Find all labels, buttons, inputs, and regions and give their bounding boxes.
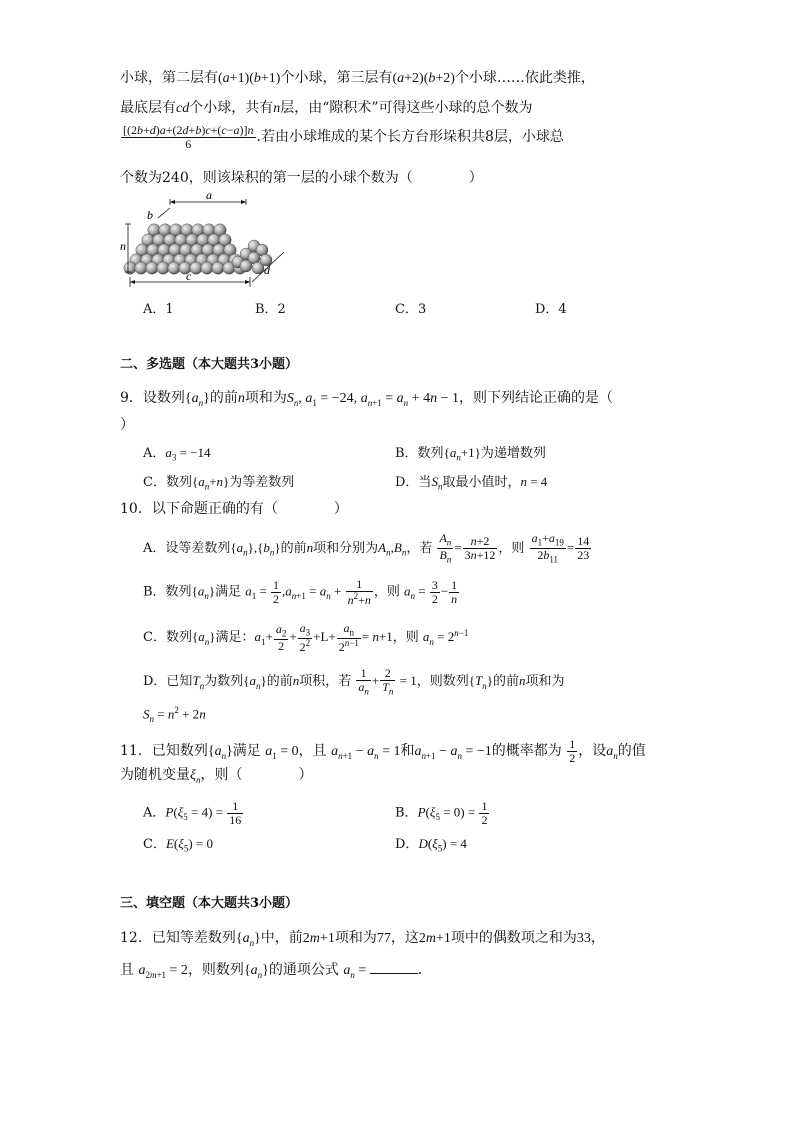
section-fill-blank-title: 三、填空题（本大题共3小题）	[120, 896, 299, 911]
q11-option-b[interactable]: B．$P(\xi_5 = 0)$ = $\frac{1}{2}$	[395, 799, 488, 827]
q11-option-d[interactable]: D．$D(\xi_5) = 4$	[395, 836, 467, 854]
ball	[146, 262, 158, 274]
q8-option-c[interactable]: C．3	[395, 302, 427, 317]
q8-option-b[interactable]: B．2	[255, 302, 286, 317]
answer-blank[interactable]	[370, 961, 418, 974]
q8-line4: 个数为240，则该垛积的第一层的小球个数为（ ）	[120, 170, 483, 186]
label-b: b	[147, 208, 153, 222]
ball-stack-figure	[118, 190, 303, 292]
label-d: d	[264, 263, 270, 277]
ball	[190, 262, 202, 274]
q9-option-d[interactable]: D．当$S_n$取最小值时，n = 4	[395, 474, 548, 492]
q10-option-d-cont: $S_n = n^2 + 2n$	[143, 705, 206, 724]
q10-option-d[interactable]: D．已知$T_n$为数列$\{a_n\}$的前n项积，若 $\frac{1}{a_n}$ + $\frac{2}{T_n}$ = 1，则数列$\{T_n\}$的前n项和为	[143, 666, 565, 696]
q9-stem: 9．设数列$\{a_n\}$的前n项和为$S_n$, $a_1 = -24$, $a_{n+1} = a_n + 4n - 1$，则下列结论正确的是（	[120, 390, 613, 408]
q9-option-c[interactable]: C．数列$\{a_n+n\}$为等差数列	[143, 474, 295, 492]
section-multi-choice-title: 二、多选题（本大题共3小题）	[120, 357, 299, 372]
q11-stem: 11．已知数列$\{a_n\}$满足 $a_1 = 0$，且 $a_{n+1} - a_n = 1$和$a_{n+1} - a_n = -1$的概率都为 $\frac{1}{2}$ ，设$a_n$的值	[120, 737, 646, 765]
q9-option-b[interactable]: B．数列$\{a_n+1\}$为递增数列	[395, 445, 546, 463]
ball	[212, 262, 224, 274]
q10-option-b[interactable]: B．数列$\{a_n\}$满足 $a_1$ = $\frac{1}{2}$ $,a_{n+1} = a_n$ + $\frac{1}{n^2+n}$ ，则 $a_n$ = $\frac{3}{2}$ − $\frac{1}{n}$	[143, 577, 458, 607]
q12-stem-2: 且 $a_{2m+1} = 2$，则数列$\{a_n\}$的通项公式 $a_n$ = .	[120, 962, 423, 980]
ball	[157, 262, 169, 274]
ball	[168, 262, 180, 274]
q10-stem: 10．以下命题正确的有（ ）	[120, 501, 348, 517]
ball	[135, 262, 147, 274]
q8-option-a[interactable]: A．1	[143, 302, 174, 317]
q8-line3-tail: .若由小球堆成的某个长方台形垛积共8层，小球总	[256, 129, 564, 146]
label-a: a	[206, 190, 212, 202]
q8-line1: 小球，第二层有(a+1)(b+1)个小球，第三层有(a+2)(b+2)个小球……依此类推，	[120, 70, 595, 86]
q8-line2: 最底层有cd个小球，共有n层，由“隙积术”可得这些小球的总个数为	[120, 100, 533, 116]
q11-option-a[interactable]: A．$P(\xi_5 = 4)$ = $\frac{1}{16}$	[143, 799, 242, 827]
q11-option-c[interactable]: C．$E(\xi_5) = 0$	[143, 836, 213, 854]
label-n: n	[120, 239, 126, 253]
q8-formula-line	[120, 124, 564, 150]
sum-formula: $\frac{[(2b+d)a+(2d+b)c+(c-a)]n}{6}$	[123, 123, 254, 151]
ball	[201, 262, 213, 274]
q9-option-a[interactable]: A．$a_3 = -14$	[143, 445, 211, 463]
q10-option-a[interactable]: A．设等差数列$\{a_n\},\{b_n\}$的前n项和分别为$A_n,B_n$，若 $\frac{A_n}{B_n}$ = $\frac{n+2}{3n+12}$ ，则 $\frac{a_1+a_{19}}{2b_{11}}$ = $\frac{14}{23}$	[143, 531, 590, 565]
q10-option-c[interactable]: C．数列$\{a_n\}$满足：$a_1+$ $\frac{a_2}{2}$ + $\frac{a_3}{2^2}$ +L+ $\frac{a_n}{2^{n-1}}$ = n+1，则 $a_n = 2^{n-1}$	[143, 621, 469, 654]
q11-stem-2: 为随机变量$\xi_n$，则（ ）	[120, 767, 313, 785]
q9-stem-close: ）	[120, 417, 134, 433]
label-c: c	[186, 269, 192, 283]
q8-option-d[interactable]: D．4	[535, 302, 567, 317]
q12-stem: 12．已知等差数列$\{a_n\}$中，前2m+1项和为77，这2m+1项中的偶数项之和为33，	[120, 930, 605, 948]
